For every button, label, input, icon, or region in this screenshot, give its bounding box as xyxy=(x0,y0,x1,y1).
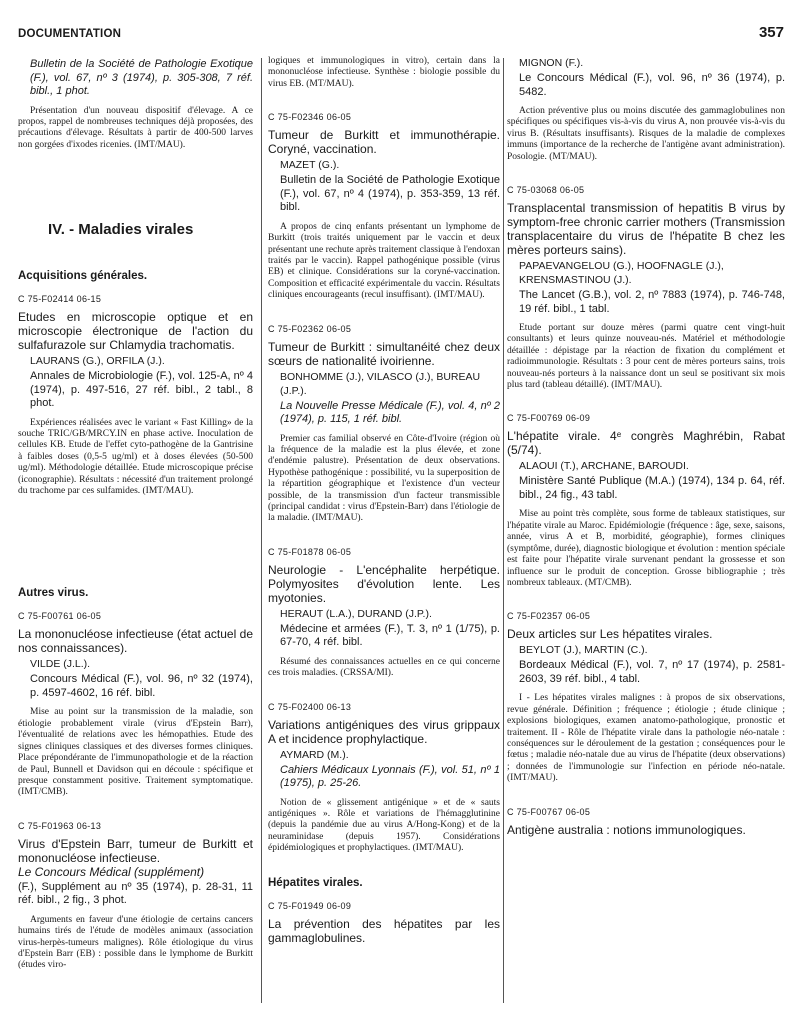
column-divider xyxy=(261,58,262,1003)
entry-title: La prévention des hépatites par les gammaglobulines. xyxy=(268,916,500,945)
entry-source: Bulletin de la Société de Pathologie Exotique (F.), vol. 67, nº 4 (1974), p. 353-359, 13 réf. bibl. xyxy=(280,174,500,214)
running-title: DOCUMENTATION xyxy=(18,28,122,40)
entry-title: Deux articles sur Les hépatites virales. xyxy=(507,627,713,642)
section-heading: IV. - Maladies virales xyxy=(48,221,194,239)
bibliography-entry xyxy=(507,611,785,784)
entry-continued xyxy=(18,58,253,151)
entry-source: Le Concours Médical (F.), vol. 96, nº 36 (1974), p. 5482. xyxy=(519,72,785,98)
entry-code: C 75-03068 06-05 xyxy=(507,185,585,196)
entry-title: Neurologie - L'encéphalite herpétique. Polymyosites d'évolution lente. Les myotonies. xyxy=(268,562,500,605)
entry-code: C 75-F00761 06-05 xyxy=(18,611,102,622)
entry-authors: LAURANS (G.), ORFILA (J.). xyxy=(30,355,165,368)
entry-abstract: logiques et immunologiques in vitro), certain dans la mononucléose infectieuse. Synthèse : biologie possible du virus EB. (MT/MAU). xyxy=(268,56,500,89)
entry-authors: ALAOUI (T.), ARCHANE, BAROUDI. xyxy=(519,460,689,473)
entry-abstract: Premier cas familial observé en Côte-d'Ivoire (région où la fréquence de la maladie est la plus élevée, et zone d'endémie palustre). Présentation de deux observations. Hypothèse pathogénique : possibilité, vu la superposition de la répartition géographique et l'existence d'un vecteur possible, de la transmission d'un facteur transmissible (principal candidat : virus d'Epstein-Barr) dans l'étiologie de la maladie. (IMT/MAU). xyxy=(268,433,500,524)
entry-title: Tumeur de Burkitt : simultanéité chez deux sœurs de nationalité ivoirienne. xyxy=(268,339,500,368)
entry-authors: MIGNON (F.). xyxy=(519,57,584,69)
entry-code: C 75-F02400 06-13 xyxy=(268,701,352,712)
entry-continued xyxy=(507,56,785,163)
column-divider xyxy=(503,58,504,1003)
entry-source: Bulletin de la Société de Pathologie Exotique (F.), vol. 67, nº 3 (1974), p. 305-308, 7 réf. bibl., 1 phot. xyxy=(30,58,253,97)
entry-source: The Lancet (G.B.), vol. 2, nº 7883 (1974), p. 746-748, 19 réf. bibl., 1 tabl. xyxy=(519,289,785,315)
entry-authors: HERAUT (L.A.), DURAND (J.P.). xyxy=(280,607,432,620)
subsection-heading: Autres virus. xyxy=(18,587,89,600)
bibliography-entry xyxy=(18,611,253,798)
page-number: 357 xyxy=(758,24,784,41)
column-middle xyxy=(268,56,500,1006)
entry-abstract: A propos de cinq enfants présentant un lymphome de Burkitt (trois traités uniquement par le vaccin et deux présentant une rechute après traitement classique à l'endoxan traités par le vaccin). Rappel pathogénique possible (virus EB) et clinique. Considérations sur la coryné-vaccination. Composition et efficacité expérimentale du vaccin. Résultats cliniques encourageants (recul insuffisant). (IMT/MAU). xyxy=(268,221,500,301)
entry-title: La mononucléose infectieuse (état actuel de nos connaissances). xyxy=(18,627,253,656)
entry-authors: BONHOMME (J.), VILASCO (J.), BUREAU (J.P.). xyxy=(280,370,481,397)
entry-code: C 75-F00769 06-09 xyxy=(507,413,591,424)
entry-abstract: Expériences réalisées avec le variant « Fast Killing» de la souche TRIC/GB/MRCY.IN en phase active. Inoculation de cellules KB. Etude de l'effet cyto-pathogène de la Gantrisine à faibles doses (0,5-5 ug/ml) et à doses élevées (50-500 ug/ml). Méthodologie détaillée. Etude microscopique précise (iconographie). Résultats : nécessité d'un traitement prolongé du trachome par ces sulfamides. (IMT/MAU). xyxy=(18,417,253,497)
entry-source: Concours Médical (F.), vol. 96, nº 32 (1974), p. 4597-4602, 16 réf. bibl. xyxy=(30,673,253,699)
entry-continued xyxy=(268,56,500,90)
column-right xyxy=(507,56,785,1006)
entry-authors: BEYLOT (J.), MARTIN (C.). xyxy=(519,644,648,657)
subsection-heading: Acquisitions générales. xyxy=(18,270,148,283)
entry-title: Etudes en microscopie optique et en microscopie électronique de l'action du sulfafurazole sur Chlamydia trachomatis. xyxy=(18,310,253,353)
entry-abstract: I - Les hépatites virales malignes : à propos de six observations, revue générale. Définition ; fréquence ; étiologie ; étude clinique ; explosions biologiques, examen anatomo-pathologique, pronostic et traitement. II - Rôle de l'hépatite virale dans la pathologie néo-natale : conséquences sur le déroulement de la gestation ; conséquences pour le fœtus ; maladie néo-natale due au virus de l'hépatite (deux observations) ; données de l'immunologie sur l'infection en période néo-natale. (IMT/MAU). xyxy=(507,693,785,784)
bibliography-entry xyxy=(268,702,500,855)
entry-source: Bordeaux Médical (F.), vol. 7, nº 17 (1974), p. 2581-2603, 39 réf. bibl., 4 tabl. xyxy=(519,659,785,685)
entry-code: C 75-F02357 06-05 xyxy=(507,611,591,622)
entry-code: C 75-F01878 06-05 xyxy=(268,546,352,557)
entry-code: C 75-F02346 06-05 xyxy=(268,112,352,123)
entry-title: Transplacental transmission of hepatitis B virus by symptom-free chronic carrier mothers (Transmission transplacentaire du virus de l'hépatite B chez les mères porteurs sains). xyxy=(507,201,785,258)
entry-code: C 75-F01963 06-13 xyxy=(18,820,102,831)
entry-title: Antigène australia : notions immunologiques. xyxy=(507,822,746,837)
entry-abstract: Présentation d'un nouveau dispositif d'élevage. A ce propos, rappel de nombreuses techniques déjà proposées, des précautions d'élevage. Résultats à partir de 400-500 larves non gorgées d'ixodes ricenies. (IMT/MAU). xyxy=(18,105,253,150)
bibliography-entry xyxy=(507,807,785,837)
entry-authors: AYMARD (M.). xyxy=(280,748,349,761)
subsection-heading: Hépatites virales. xyxy=(268,876,363,889)
bibliography-entry xyxy=(18,821,253,972)
bibliography-entry xyxy=(268,324,500,525)
entry-title: L'hépatite virale. 4ᵉ congrès Maghrébin, Rabat (5/74). xyxy=(507,429,785,458)
bibliography-entry xyxy=(268,901,500,945)
entry-abstract: Résumé des connaissances actuelles en ce qui concerne ces trois maladies. (CRSSA/MI). xyxy=(268,656,500,679)
entry-authors: PAPAEVANGELOU (G.), HOOFNAGLE (J.), KRENSMASTINOU (J.). xyxy=(519,260,724,287)
page-header xyxy=(18,26,784,48)
entry-source: Cahiers Médicaux Lyonnais (F.), vol. 51, nº 1 (1975), p. 25-26. xyxy=(280,763,500,790)
bibliography-entry xyxy=(268,112,500,301)
bibliography-entry xyxy=(268,547,500,680)
entry-source: Médecine et armées (F.), T. 3, nº 1 (1/75), p. 67-70, 4 réf. bibl. xyxy=(280,622,500,649)
bibliography-entry xyxy=(18,294,253,497)
entry-authors: MAZET (G.). xyxy=(280,159,340,172)
entry-abstract: Action préventive plus ou moins discutée des gammaglobulines non spécifiques ou spécifiques vis-à-vis du virus A, non prouvée vis-à-vis du virus B. (Résultats insuffisants). Risques de la maladie de complexes immuns (importance de la recherche de l'antigène avant administration). Posologie. (MT/MAU). xyxy=(507,106,785,162)
bibliography-entry xyxy=(507,185,785,391)
column-left xyxy=(18,56,253,1006)
entry-source: La Nouvelle Presse Médicale (F.), vol. 4, nº 2 (1974), p. 115, 1 réf. bibl. xyxy=(280,399,500,426)
bibliography-entry xyxy=(507,413,785,589)
entry-abstract: Notion de « glissement antigénique » et de « sauts antigéniques ». Rôle et variations de l'hémagglutinine (depuis la pandémie due au virus A/Hong-Kong) et de la neuraminidase (depuis 1957). Considérations épidémiologiques et prophylactiques. (IMT/MAU). xyxy=(268,797,500,854)
entry-authors: VILDE (J.L.). xyxy=(30,658,91,671)
entry-source: Annales de Microbiologie (F.), vol. 125-A, nº 4 (1974), p. 497-516, 27 réf. bibl., 2 tabl., 8 phot. xyxy=(30,370,253,410)
entry-code: C 75-F00767 06-05 xyxy=(507,806,591,817)
entry-code: C 75-F02362 06-05 xyxy=(268,323,352,334)
entry-source: Ministère Santé Publique (M.A.) (1974), 134 p. 64, réf. bibl., 24 fig., 43 tabl. xyxy=(519,475,785,501)
entry-abstract: Arguments en faveur d'une étiologie de certains cancers humains tirés de l'étude de modèles animaux (association virus-herpès-tumeurs malignes). Rôle étiologique du virus d'Epstein Barr (EB) : possible dans le lymphome de Burkitt (études viro- xyxy=(18,914,253,971)
entry-abstract: Etude portant sur douze mères (parmi quatre cent vingt-huit consultants) et leurs quinze nouveau-nés. Matériel et méthodologie détaillée : dépistage par la réaction de fixation du complément et radioimmunologie. Résultats : 3 pour cent de mères porteurs sains, trois nouveau-nés porteurs à la naissance dont un seul se positivant six mois plus tard (tableau détaillé). (IMT/MAU). xyxy=(507,323,785,391)
entry-journal: Le Concours Médical (supplément) xyxy=(18,864,205,879)
entry-source: (F.), Supplément au nº 35 (1974), p. 28-31, 11 réf. bibl., 2 fig., 3 phot. xyxy=(18,880,253,907)
entry-abstract: Mise au point très complète, sous forme de tableaux statistiques, sur l'hépatite virale au Maroc. Epidémiologie (fréquence : âge, sexe, saisons, année, virus A et B, morbidité, géographie), formes cliniques (symptôme, durée), diagnostic biologique et évolution : mention spéciale est faite pour l'hépatite virale survenant pendant la grossesse et son influence sur le produit de conception. Grosse bibliographie ; très nombreux tableaux. (MT/CMB). xyxy=(507,509,785,588)
entry-title: Variations antigéniques des virus grippaux A et incidence prophylactique. xyxy=(268,717,500,746)
entry-code: C 75-F01949 06-09 xyxy=(268,900,352,911)
entry-title: Tumeur de Burkitt et immunothérapie. Coryné, vaccination. xyxy=(268,128,500,157)
entry-title: Virus d'Epstein Barr, tumeur de Burkitt et mononucléose infectieuse. xyxy=(18,836,253,865)
entry-code: C 75-F02414 06-15 xyxy=(18,294,102,305)
entry-abstract: Mise au point sur la transmission de la maladie, son étiologie probablement virale (virus d'Epstein Barr), l'éventualité de relations avec les hémopathies. Etude des signes cliniques classiques et des diverses formes cliniques. Place prépondérante de l'immunopathologie et de la réaction de Paul, Bunnell et Davidson qui en découle : spécifique et presque constamment positive. Traitement symptomatique. (IMT/CMB). xyxy=(18,707,253,798)
